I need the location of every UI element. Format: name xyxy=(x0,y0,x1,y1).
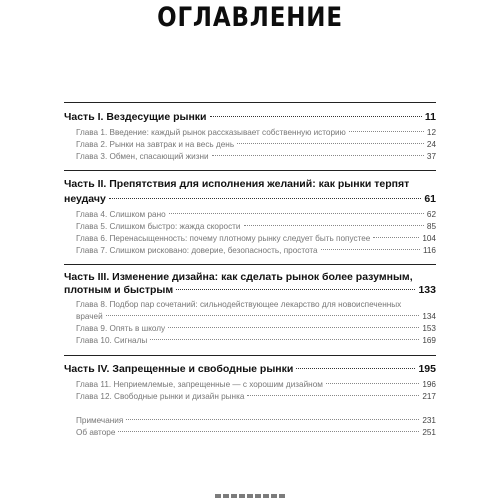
toc-chapter-6[interactable]: Глава 6. Перенасыщенность: почему плотному рынку следует быть попустее 104 xyxy=(76,234,436,243)
toc-chapter-8-line1[interactable]: Глава 8. Подбор пар сочетаний: сильнодействующее лекарство для новоиспеченных xyxy=(76,300,402,309)
toc-chapter-1[interactable]: Глава 1. Введение: каждый рынок рассказывает собственную историю 12 xyxy=(76,128,436,137)
section-divider xyxy=(64,102,436,103)
toc-chapter-7[interactable]: Глава 7. Слишком рисковано: доверие, безопасность, простота 116 xyxy=(76,246,436,255)
toc-chapter-5[interactable]: Глава 5. Слишком быстро: жажда скорости 85 xyxy=(76,222,436,231)
toc-chapter-10[interactable]: Глава 10. Сигналы 169 xyxy=(76,336,436,345)
toc-chapter-3[interactable]: Глава 3. Обмен, спасающий жизни 37 xyxy=(76,152,436,161)
toc-chapter-9[interactable]: Глава 9. Опять в школу 153 xyxy=(76,324,436,333)
toc-part-2[interactable]: неудачу 61 xyxy=(64,193,436,205)
section-divider xyxy=(64,355,436,356)
toc-chapter-11[interactable]: Глава 11. Неприемлемые, запрещенные — с хорошим дизайном 196 xyxy=(76,380,436,389)
toc-part-2-line1[interactable]: Часть II. Препятствия для исполнения желаний: как рынки терпят xyxy=(64,178,410,190)
toc-about-author[interactable]: Об авторе 251 xyxy=(76,428,436,437)
toc-part-4[interactable]: Часть IV. Запрещенные и свободные рынки 195 xyxy=(64,363,436,375)
toc-part-1[interactable]: Часть I. Вездесущие рынки 11 xyxy=(64,111,436,123)
page-title: ОГЛАВЛЕНИЕ xyxy=(157,2,343,33)
toc-notes[interactable]: Примечания 231 xyxy=(76,416,436,425)
toc-part-3[interactable]: плотным и быстрым 133 xyxy=(64,284,436,296)
toc-chapter-4[interactable]: Глава 4. Слишком рано 62 xyxy=(76,210,436,219)
section-divider xyxy=(64,170,436,171)
section-divider xyxy=(64,264,436,265)
page-edge-decoration xyxy=(215,494,285,498)
toc-part-3-line1[interactable]: Часть III. Изменение дизайна: как сделать рынок более разумным, xyxy=(64,271,413,283)
toc-chapter-12[interactable]: Глава 12. Свободные рынки и дизайн рынка 217 xyxy=(76,392,436,401)
toc-chapter-2[interactable]: Глава 2. Рынки на завтрак и на весь день 24 xyxy=(76,140,436,149)
toc-chapter-8[interactable]: врачей 134 xyxy=(76,312,436,321)
